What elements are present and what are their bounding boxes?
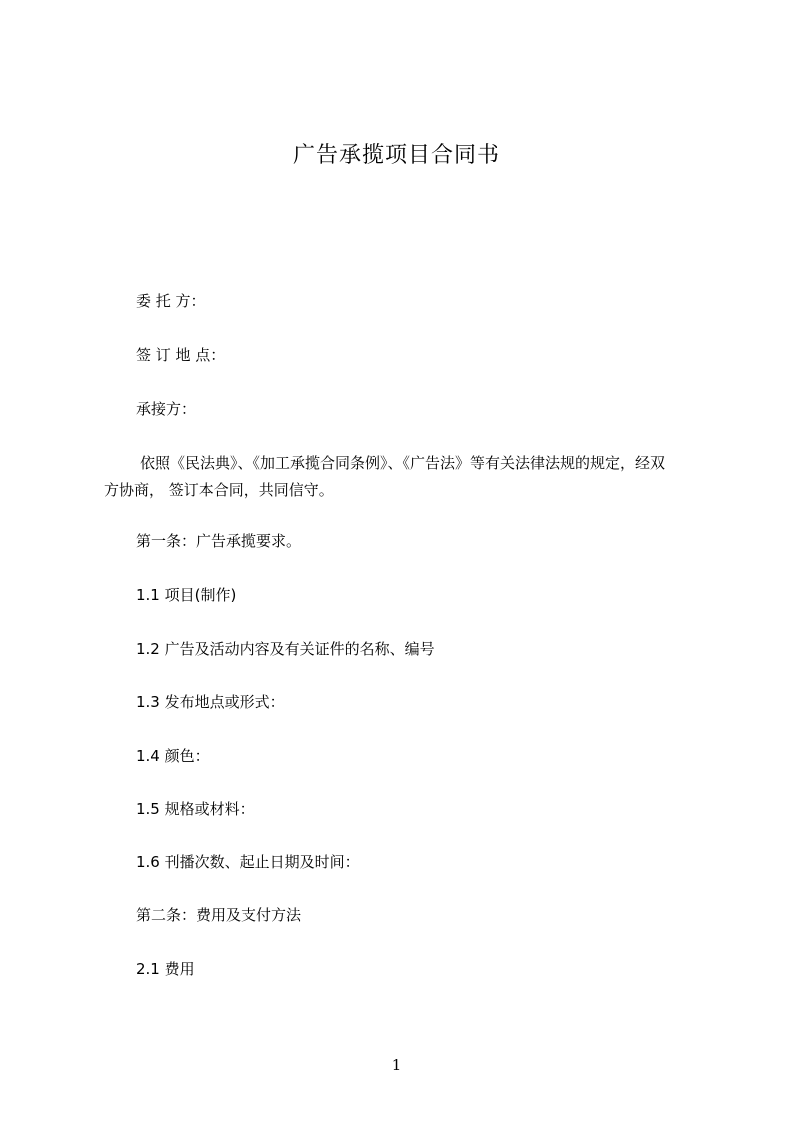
page-number: 1 — [391, 1056, 402, 1074]
article-1-item: 1.3 发布地点或形式： — [136, 693, 285, 711]
article-2-item: 2.1 费用 — [136, 960, 195, 978]
article-1-item: 1.5 规格或材料： — [136, 800, 255, 818]
document-title: 广告承揽项目合同书 — [292, 143, 500, 168]
signing-location-field-label: 签 订 地 点： — [136, 346, 226, 364]
article-1-item: 1.6 刊播次数、起止日期及时间： — [136, 853, 360, 871]
article-1-heading: 第一条：广告承揽要求。 — [136, 532, 302, 550]
contractor-field-label: 承接方： — [136, 400, 197, 418]
preamble-line-2: 方协商， 签订本合同，共同信守。 — [104, 481, 334, 499]
preamble-line-1: 依照《民法典》、《加工承揽合同条例》、《广告法》等有关法律法规的规定，经双 — [140, 454, 666, 472]
article-1-item: 1.4 颜色： — [136, 747, 210, 765]
client-field-label: 委 托 方： — [136, 292, 206, 310]
article-1-item: 1.1 项目(制作) — [136, 586, 237, 604]
article-2-heading: 第二条：费用及支付方法 — [136, 906, 302, 924]
article-1-item: 1.2 广告及活动内容及有关证件的名称、编号 — [136, 640, 435, 658]
